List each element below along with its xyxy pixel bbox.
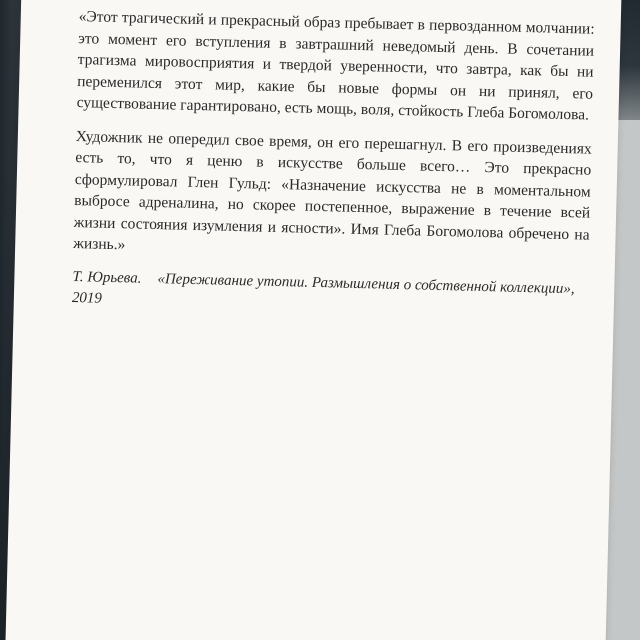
attribution-work: «Переживание утопии. Размышления о собственной коллекции», 2019: [71, 270, 575, 307]
attribution: [72, 266, 589, 321]
attribution-author: Т. Юрьева.: [72, 268, 142, 287]
book-page: [5, 0, 622, 640]
page-text: [71, 6, 595, 336]
quote-paragraph-2: Художник не опередил свое время, он его перешагнул. В его произведениях есть то, что я ценю в искусстве больше всего… Это прекрасно сформулировал Глен Гульд: «Назначение искусства не в моментальном выбросе адреналина, но скорее постепенное, выражение в течение всей жизни состояния изумления и ясности». Имя Глеба Богомолова обречено на жизнь.»: [73, 127, 592, 254]
quote-paragraph-1: «Этот трагический и прекрасный образ пребывает в первозданном молчании: это момент его вступления в завтрашний неведомый день. В сочетании трагизма мировосприятия и твердой уверенности, что завтра, как бы ни переменился этот мир, какие бы новые формы он ни принял, его существование гарантировано, есть мощь, воля, стойкость Глеба Богомолова.: [76, 8, 595, 124]
